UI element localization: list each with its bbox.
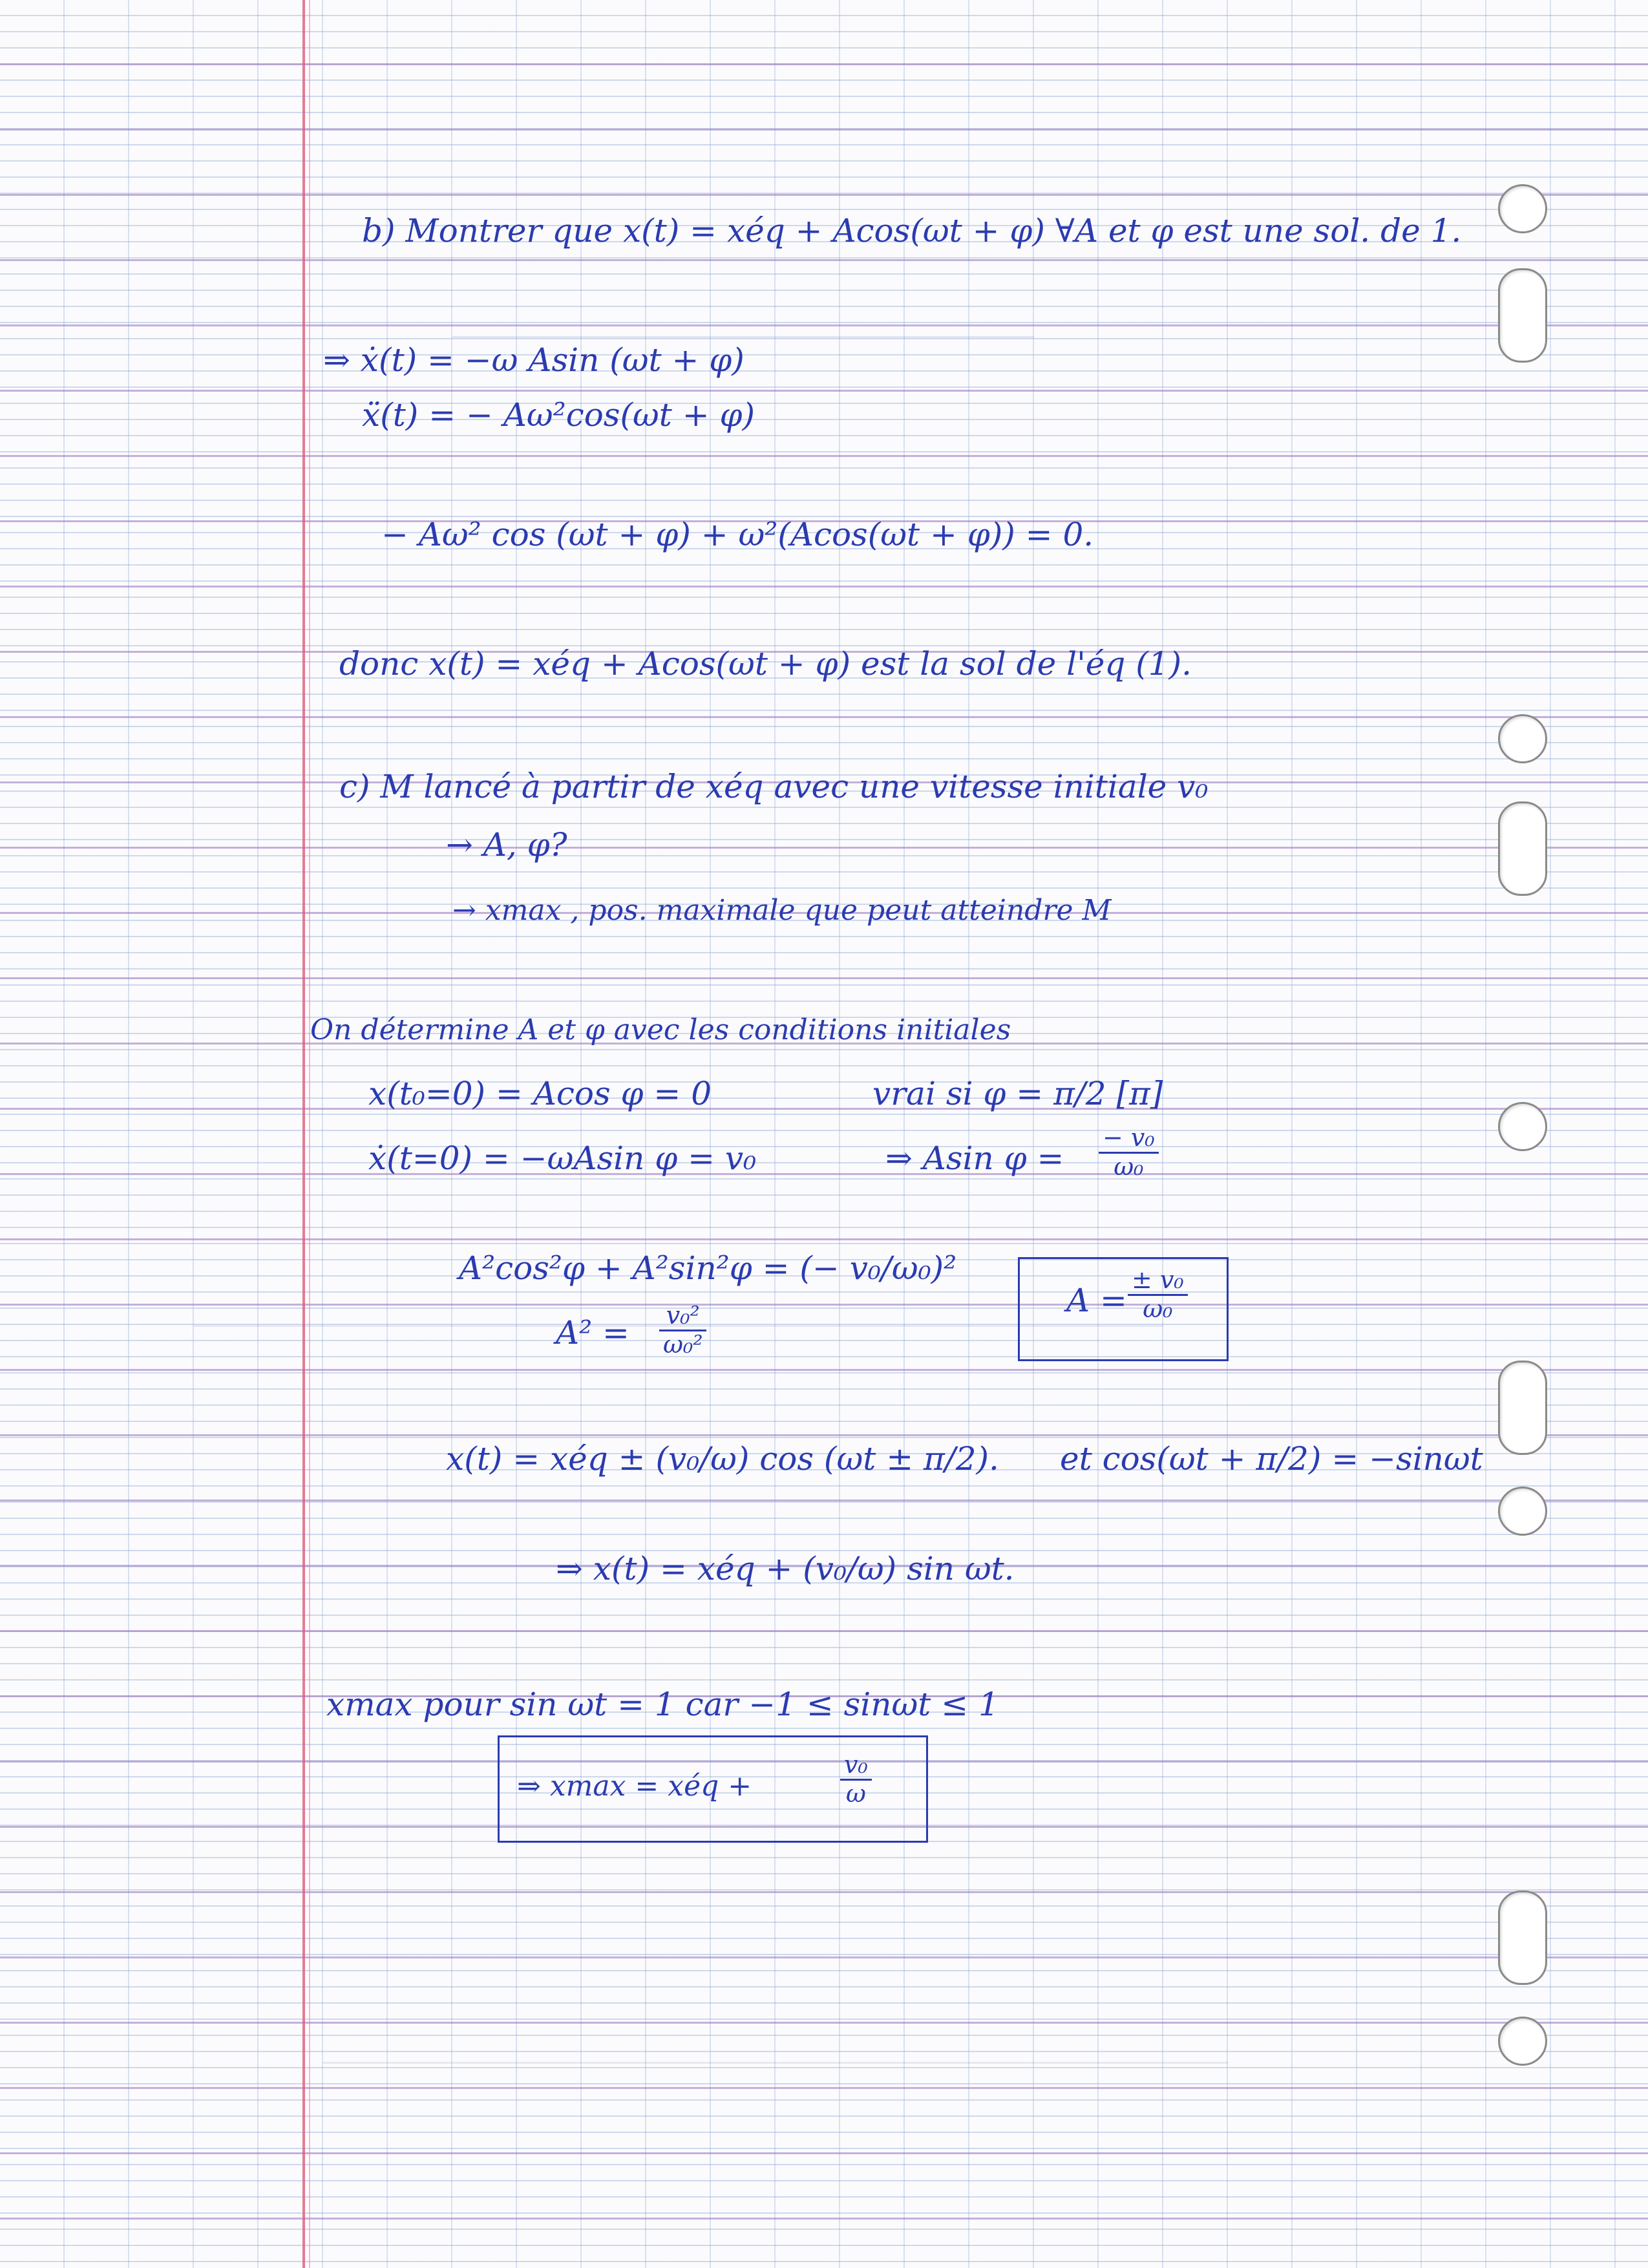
condition-position: x(t₀=0) = Acos φ = 0 — [368, 1075, 712, 1112]
fraction-denominator: ω — [845, 1779, 866, 1808]
question-xmax: → xmax , pos. maximale que peut atteindre M — [452, 894, 1112, 927]
xmax-boxed-fraction — [840, 1752, 872, 1808]
fraction-numerator: − v₀ — [1099, 1125, 1159, 1154]
condition-velocity: ẋ(t=0) = −ωAsin φ = v₀ — [368, 1139, 757, 1177]
trig-identity: et cos(ωt + π/2) = −sinωt — [1060, 1440, 1483, 1478]
fraction-numerator: v₀² — [659, 1302, 706, 1331]
margin-line-secondary — [309, 0, 310, 2268]
binder-hole — [1498, 1487, 1547, 1536]
boxed-amplitude-fraction — [1128, 1267, 1188, 1323]
fraction-denominator: ω₀² — [663, 1330, 703, 1359]
condition-velocity-result: ⇒ Asin φ = — [885, 1139, 1064, 1177]
fraction-denominator: ω₀ — [1114, 1152, 1144, 1181]
binder-hole — [1498, 268, 1547, 363]
binder-hole — [1498, 714, 1547, 763]
first-derivative: ⇒ ẋ(t) = −ω Asin (ωt + φ) — [323, 341, 745, 379]
general-solution: x(t) = xéq ± (v₀/ω) cos (ωt ± π/2). — [446, 1440, 999, 1478]
fraction-numerator: v₀ — [840, 1752, 872, 1781]
part-b-conclusion: donc x(t) = xéq + Acos(ωt + φ) est la sol de l'éq (1). — [339, 645, 1192, 683]
xmax-boxed-left: ⇒ xmax = xéq + — [517, 1770, 752, 1803]
condition-position-result: vrai si φ = π/2 [π] — [872, 1075, 1163, 1112]
bleed-through-stroke — [323, 2062, 1228, 2064]
bleed-through-stroke — [452, 336, 1034, 338]
binder-hole — [1498, 801, 1547, 896]
question-a-phi: → A, φ? — [446, 826, 567, 864]
binder-hole — [1498, 1102, 1547, 1151]
a-squared-fraction — [659, 1302, 706, 1359]
fraction-numerator: ± v₀ — [1128, 1267, 1188, 1296]
sum-of-squares: A²cos²φ + A²sin²φ = (− v₀/ω₀)² — [459, 1249, 957, 1287]
binder-hole — [1498, 1891, 1547, 1985]
xmax-condition: xmax pour sin ωt = 1 car −1 ≤ sinωt ≤ 1 — [326, 1686, 999, 1723]
binder-hole — [1498, 1361, 1547, 1455]
part-c-heading: c) M lancé à partir de xéq avec une vitesse initiale v₀ — [339, 768, 1209, 805]
binder-hole — [1498, 184, 1547, 233]
fraction-denominator: ω₀ — [1143, 1294, 1173, 1323]
boxed-amplitude-left: A = — [1066, 1282, 1127, 1319]
velocity-result-fraction — [1099, 1125, 1159, 1181]
final-solution: ⇒ x(t) = xéq + (v₀/ω) sin ωt. — [556, 1550, 1015, 1587]
second-derivative: ẍ(t) = − Aω²cos(ωt + φ) — [362, 396, 755, 434]
substitution-equation: − Aω² cos (ωt + φ) + ω²(Acos(ωt + φ)) = 0. — [381, 516, 1094, 553]
margin-line — [302, 0, 305, 2268]
part-b-heading: b) Montrer que x(t) = xéq + Acos(ωt + φ) ∀A et φ est une sol. de 1. — [362, 212, 1462, 249]
initial-conditions-intro: On détermine A et φ avec les conditions initiales — [310, 1013, 1011, 1046]
binder-hole — [1498, 2017, 1547, 2066]
a-squared-left: A² = — [556, 1314, 629, 1351]
